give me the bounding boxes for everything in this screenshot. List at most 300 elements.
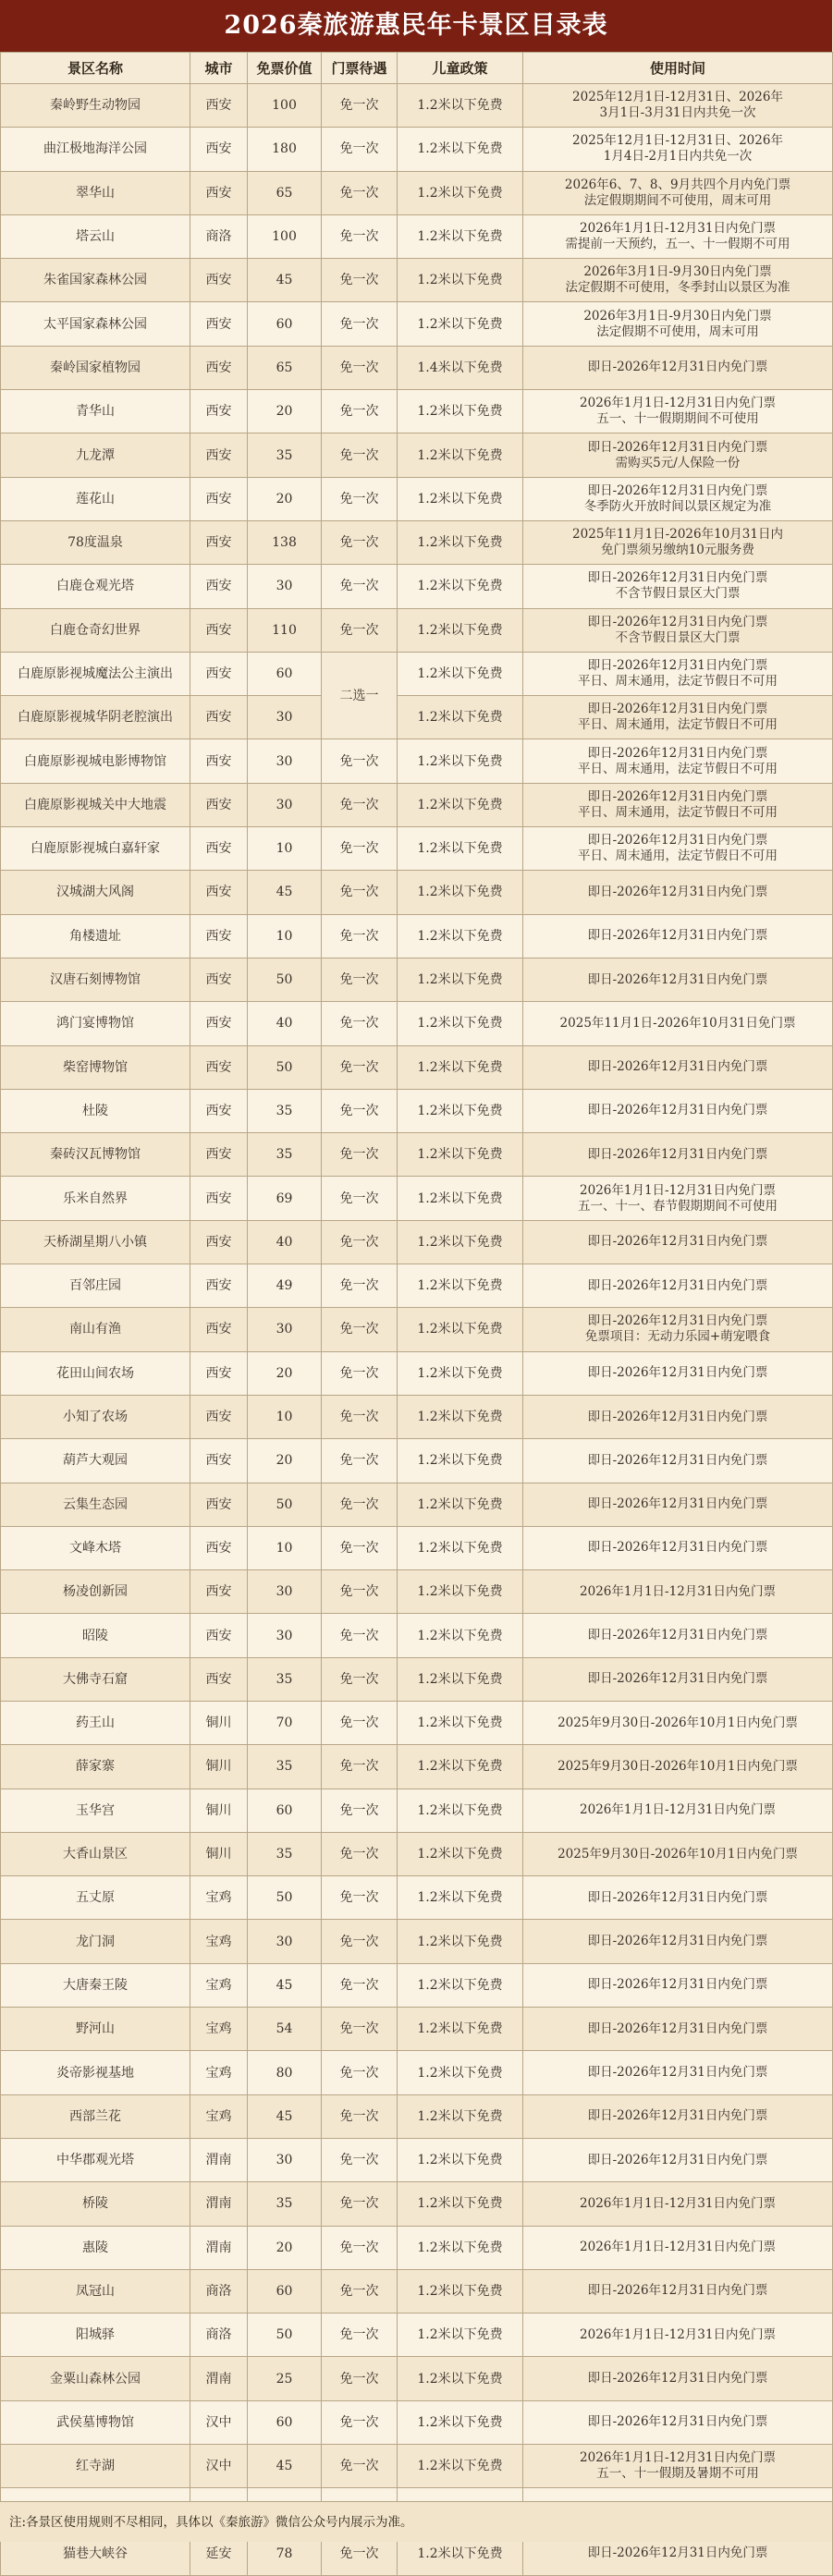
cell-scenic-name: 大香山景区 (1, 1832, 190, 1875)
cell-city: 宝鸡 (190, 1876, 248, 1920)
usage-line: 即日-2026年12月31日内免门票 (587, 439, 768, 455)
cell-child-policy: 1.2米以下免费 (398, 1963, 523, 2007)
footnote: 注:各景区使用规则不尽相同，具体以《秦旅游》微信公众号内展示为准。 (0, 2501, 832, 2542)
usage-line: 2025年11月1日-2026年10月31日免门票 (559, 1015, 796, 1031)
cell-child-policy: 1.2米以下免费 (398, 2445, 523, 2488)
usage-line: 2025年9月30日-2026年10月1日内免门票 (557, 1846, 798, 1862)
table-row (1, 1133, 833, 1177)
cell-ticket-value: 45 (248, 2094, 322, 2138)
cell-ticket-perk: 免一次 (322, 1045, 398, 1089)
usage-line: 即日-2026年12月31日内免门票 (587, 2414, 768, 2430)
cell-child-policy: 1.2米以下免费 (398, 128, 523, 171)
table-row (1, 1920, 833, 1963)
table-row (1, 1745, 833, 1789)
cell-child-policy: 1.2米以下免费 (398, 84, 523, 128)
table-row (1, 565, 833, 608)
cell-scenic-name: 花田山间农场 (1, 1351, 190, 1395)
cell-scenic-name: 莲花山 (1, 477, 190, 520)
cell-scenic-name: 角楼遗址 (1, 914, 190, 958)
usage-line: 即日-2026年12月31日内免门票 (587, 2371, 768, 2387)
cell-ticket-value: 20 (248, 1351, 322, 1395)
usage-line: 即日-2026年12月31日内免门票 (587, 2545, 768, 2561)
cell-usage-time (523, 390, 833, 433)
usage-line: 免票项目：无动力乐园+萌宠喂食 (584, 1329, 771, 1345)
cell-city: 西安 (190, 1526, 248, 1569)
cell-scenic-name: 秦岭国家植物园 (1, 346, 190, 389)
cell-city: 西安 (190, 433, 248, 477)
table-row (1, 477, 833, 520)
usage-line: 即日-2026年12月31日内免门票 (587, 702, 768, 717)
table-row (1, 958, 833, 1001)
cell-scenic-name: 百邻庄园 (1, 1264, 190, 1308)
cell-usage-time (523, 128, 833, 171)
usage-line: 2026年1月1日-12月31日内免门票 (580, 2450, 776, 2466)
usage-line: 2026年1月1日-12月31日内免门票 (580, 1182, 776, 1198)
cell-ticket-value: 100 (248, 214, 322, 258)
usage-line: 即日-2026年12月31日内免门票 (587, 2108, 768, 2124)
table-row (1, 1002, 833, 1045)
cell-usage-time (523, 1220, 833, 1264)
cell-ticket-value: 60 (248, 302, 322, 346)
cell-ticket-perk: 免一次 (322, 1745, 398, 1789)
usage-line: 2026年1月1日-12月31日内免门票 (580, 1583, 776, 1599)
cell-scenic-name: 78度温泉 (1, 520, 190, 564)
cell-scenic-name: 昭陵 (1, 1614, 190, 1657)
cell-ticket-perk: 免一次 (322, 1614, 398, 1657)
cell-city: 西安 (190, 520, 248, 564)
cell-ticket-value: 30 (248, 1570, 322, 1614)
cell-child-policy: 1.2米以下免费 (398, 1002, 523, 1045)
usage-line: 即日-2026年12月31日内免门票 (587, 1146, 768, 1162)
cell-city: 西安 (190, 652, 248, 695)
usage-line: 2026年1月1日-12月31日内免门票 (580, 1802, 776, 1818)
cell-ticket-value: 25 (248, 2357, 322, 2400)
cell-child-policy: 1.2米以下免费 (398, 520, 523, 564)
usage-line: 2026年1月1日-12月31日内免门票 (580, 2195, 776, 2211)
cell-child-policy: 1.2米以下免费 (398, 1789, 523, 1832)
usage-line: 平日、周末通用，法定节假日不可用 (578, 717, 778, 733)
cell-child-policy: 1.2米以下免费 (398, 1920, 523, 1963)
cell-usage-time (523, 739, 833, 783)
cell-ticket-value: 65 (248, 346, 322, 389)
cell-usage-time (523, 2226, 833, 2269)
cell-child-policy: 1.2米以下免费 (398, 2269, 523, 2313)
cell-ticket-value: 50 (248, 1876, 322, 1920)
cell-scenic-name: 汉城湖大风阁 (1, 871, 190, 914)
cell-child-policy: 1.2米以下免费 (398, 2357, 523, 2400)
cell-ticket-value: 30 (248, 783, 322, 826)
cell-ticket-value: 60 (248, 1789, 322, 1832)
cell-child-policy: 1.2米以下免费 (398, 302, 523, 346)
usage-line: 2026年6、7、8、9月共四个月内免门票 (564, 177, 791, 192)
cell-ticket-perk: 免一次 (322, 2314, 398, 2357)
cell-city: 西安 (190, 783, 248, 826)
cell-ticket-value: 35 (248, 2182, 322, 2226)
cell-usage-time (523, 1395, 833, 1438)
cell-usage-time (523, 1526, 833, 1569)
cell-scenic-name: 杜陵 (1, 1089, 190, 1132)
cell-city: 宝鸡 (190, 1920, 248, 1963)
usage-line: 2026年1月1日-12月31日内免门票 (580, 221, 776, 237)
table-row (1, 1614, 833, 1657)
usage-line: 2025年12月1日-12月31日、2026年 (572, 90, 783, 105)
usage-line: 即日-2026年12月31日内免门票 (587, 745, 768, 761)
cell-city: 西安 (190, 1177, 248, 1220)
table-row (1, 1308, 833, 1351)
table-row (1, 2314, 833, 2357)
cell-ticket-perk: 免一次 (322, 2445, 398, 2488)
cell-scenic-name: 葫芦大观园 (1, 1439, 190, 1483)
cell-ticket-value: 50 (248, 2314, 322, 2357)
usage-line: 法定假期不可使用，周末可用 (596, 324, 759, 339)
cell-child-policy: 1.2米以下免费 (398, 827, 523, 871)
usage-line: 即日-2026年12月31日内免门票 (587, 1234, 768, 1250)
cell-city: 延安 (190, 2532, 248, 2575)
cell-ticket-perk: 免一次 (322, 2532, 398, 2575)
cell-scenic-name: 猫巷大峡谷 (1, 2532, 190, 2575)
cell-usage-time (523, 1439, 833, 1483)
cell-ticket-perk: 免一次 (322, 520, 398, 564)
usage-line: 2026年1月1日-12月31日内免门票 (580, 2326, 776, 2342)
table-row (1, 2400, 833, 2444)
table-row (1, 871, 833, 914)
usage-line: 即日-2026年12月31日内免门票 (587, 614, 768, 629)
cell-child-policy: 1.2米以下免费 (398, 2182, 523, 2226)
cell-usage-time (523, 1745, 833, 1789)
cell-scenic-name: 太平国家森林公园 (1, 302, 190, 346)
table-row (1, 2094, 833, 2138)
cell-city: 铜川 (190, 1789, 248, 1832)
table-row (1, 1832, 833, 1875)
column-header-value: 免票价值 (248, 53, 322, 84)
cell-child-policy: 1.2米以下免费 (398, 1351, 523, 1395)
cell-ticket-perk: 免一次 (322, 1351, 398, 1395)
cell-ticket-value: 30 (248, 1614, 322, 1657)
cell-scenic-name: 汉唐石刻博物馆 (1, 958, 190, 1001)
cell-child-policy: 1.4米以下免费 (398, 346, 523, 389)
cell-ticket-value: 20 (248, 390, 322, 433)
cell-usage-time (523, 1002, 833, 1045)
table-row (1, 171, 833, 214)
cell-city: 铜川 (190, 1701, 248, 1744)
cell-usage-time (523, 652, 833, 695)
cell-usage-time (523, 1789, 833, 1832)
usage-line: 平日、周末通用，法定节假日不可用 (578, 761, 778, 776)
cell-ticket-value: 100 (248, 84, 322, 128)
usage-line: 2025年12月1日-12月31日、2026年 (572, 133, 783, 149)
usage-line: 2026年3月1日-9月30日内免门票 (583, 308, 772, 324)
cell-usage-time (523, 1701, 833, 1744)
cell-city: 西安 (190, 958, 248, 1001)
cell-scenic-name: 金粟山森林公园 (1, 2357, 190, 2400)
cell-ticket-value: 35 (248, 433, 322, 477)
cell-usage-time (523, 2314, 833, 2357)
usage-line: 即日-2026年12月31日内免门票 (587, 2065, 768, 2080)
cell-usage-time (523, 1570, 833, 1614)
cell-ticket-value: 80 (248, 2051, 322, 2094)
table-row (1, 1177, 833, 1220)
cell-city: 宝鸡 (190, 2008, 248, 2051)
cell-ticket-value: 45 (248, 2445, 322, 2488)
usage-line: 2025年11月1日-2026年10月31日内 (572, 527, 783, 543)
cell-child-policy: 1.2米以下免费 (398, 1701, 523, 1744)
cell-scenic-name: 西部兰花 (1, 2094, 190, 2138)
column-header-perk: 门票待遇 (322, 53, 398, 84)
cell-ticket-value: 65 (248, 171, 322, 214)
cell-usage-time (523, 2182, 833, 2226)
cell-usage-time (523, 1308, 833, 1351)
cell-scenic-name: 秦岭野生动物园 (1, 84, 190, 128)
cell-city: 西安 (190, 1439, 248, 1483)
cell-city: 西安 (190, 565, 248, 608)
cell-usage-time (523, 1614, 833, 1657)
table-row (1, 2357, 833, 2400)
cell-ticket-value: 110 (248, 608, 322, 652)
usage-line: 需购买5元/人保险一份 (615, 455, 741, 470)
cell-child-policy: 1.2米以下免费 (398, 958, 523, 1001)
usage-line: 即日-2026年12月31日内免门票 (587, 1059, 768, 1075)
cell-usage-time (523, 914, 833, 958)
cell-child-policy: 1.2米以下免费 (398, 696, 523, 739)
cell-city: 西安 (190, 1089, 248, 1132)
cell-scenic-name: 阳城驿 (1, 2314, 190, 2357)
cell-usage-time (523, 608, 833, 652)
cell-child-policy: 1.2米以下免费 (398, 739, 523, 783)
cell-usage-time (523, 696, 833, 739)
usage-line: 2025年9月30日-2026年10月1日内免门票 (557, 1758, 798, 1774)
cell-ticket-perk: 免一次 (322, 171, 398, 214)
cell-ticket-value: 180 (248, 128, 322, 171)
cell-city: 西安 (190, 171, 248, 214)
table-row (1, 739, 833, 783)
usage-line: 即日-2026年12月31日内免门票 (587, 971, 768, 987)
cell-ticket-perk: 免一次 (322, 1701, 398, 1744)
table-body (1, 84, 833, 2576)
cell-ticket-value: 35 (248, 1657, 322, 1701)
cell-ticket-value: 49 (248, 1264, 322, 1308)
cell-usage-time (523, 827, 833, 871)
cell-city: 铜川 (190, 1832, 248, 1875)
cell-ticket-value: 70 (248, 1701, 322, 1744)
cell-scenic-name: 文峰木塔 (1, 1526, 190, 1569)
usage-line: 即日-2026年12月31日内免门票 (587, 2152, 768, 2167)
cell-scenic-name: 龙门洞 (1, 1920, 190, 1963)
cell-ticket-perk: 免一次 (322, 1395, 398, 1438)
cell-city: 西安 (190, 1483, 248, 1526)
table-row (1, 1570, 833, 1614)
cell-scenic-name: 惠陵 (1, 2226, 190, 2269)
cell-scenic-name: 白鹿原影视城魔法公主演出 (1, 652, 190, 695)
cell-ticket-perk: 免一次 (322, 1963, 398, 2007)
cell-ticket-perk: 免一次 (322, 2051, 398, 2094)
cell-ticket-perk: 免一次 (322, 958, 398, 1001)
usage-line: 五一、十一假期期间不可使用 (596, 411, 759, 427)
cell-city: 宝鸡 (190, 1963, 248, 2007)
cell-usage-time (523, 1963, 833, 2007)
usage-line: 平日、周末通用，法定节假日不可用 (578, 848, 778, 864)
table-row (1, 1701, 833, 1744)
cell-ticket-value: 60 (248, 2269, 322, 2313)
usage-line: 即日-2026年12月31日内免门票 (587, 788, 768, 804)
table-row (1, 2008, 833, 2051)
cell-ticket-value: 10 (248, 914, 322, 958)
cell-city: 商洛 (190, 2269, 248, 2313)
cell-ticket-value: 20 (248, 477, 322, 520)
cell-ticket-perk: 免一次 (322, 433, 398, 477)
cell-usage-time (523, 433, 833, 477)
table-row (1, 783, 833, 826)
cell-ticket-value: 35 (248, 1089, 322, 1132)
usage-line: 法定假期不可使用，冬季封山以景区为准 (565, 280, 790, 296)
cell-child-policy: 1.2米以下免费 (398, 1308, 523, 1351)
table-row (1, 652, 833, 695)
cell-ticket-value: 60 (248, 652, 322, 695)
cell-ticket-value: 50 (248, 958, 322, 1001)
table-row (1, 1657, 833, 1701)
table-row (1, 1264, 833, 1308)
cell-scenic-name: 大佛寺石窟 (1, 1657, 190, 1701)
cell-ticket-perk: 免一次 (322, 2269, 398, 2313)
usage-line: 五一、十一假期及暑期不可用 (596, 2466, 759, 2482)
cell-city: 渭南 (190, 2357, 248, 2400)
cell-ticket-perk: 免一次 (322, 871, 398, 914)
cell-child-policy: 1.2米以下免费 (398, 2400, 523, 2444)
column-header-child-policy: 儿童政策 (398, 53, 523, 84)
usage-line: 平日、周末通用，法定节假日不可用 (578, 804, 778, 820)
cell-child-policy: 1.2米以下免费 (398, 608, 523, 652)
table-row (1, 608, 833, 652)
cell-ticket-perk: 免一次 (322, 477, 398, 520)
usage-line: 需提前一天预约，五一、十一假期不可用 (565, 237, 790, 252)
cell-ticket-value: 50 (248, 1483, 322, 1526)
cell-city: 渭南 (190, 2226, 248, 2269)
cell-ticket-value: 30 (248, 1920, 322, 1963)
cell-child-policy: 1.2米以下免费 (398, 2138, 523, 2181)
cell-ticket-perk: 免一次 (322, 2138, 398, 2181)
cell-child-policy: 1.2米以下免费 (398, 1220, 523, 1264)
cell-ticket-value: 30 (248, 739, 322, 783)
usage-line: 冬季防火开放时间以景区规定为准 (583, 498, 772, 514)
cell-ticket-perk: 免一次 (322, 914, 398, 958)
cell-child-policy: 1.2米以下免费 (398, 2008, 523, 2051)
cell-usage-time (523, 1920, 833, 1963)
cell-scenic-name: 白鹿原影视城白嘉轩家 (1, 827, 190, 871)
cell-scenic-name: 薛家寨 (1, 1745, 190, 1789)
cell-usage-time (523, 2357, 833, 2400)
cell-city: 西安 (190, 390, 248, 433)
table-row (1, 1789, 833, 1832)
cell-child-policy: 1.2米以下免费 (398, 2226, 523, 2269)
page-title: 2026秦旅游惠民年卡景区目录表 (0, 0, 832, 52)
cell-usage-time (523, 171, 833, 214)
cell-scenic-name: 炎帝影视基地 (1, 2051, 190, 2094)
usage-line: 即日-2026年12月31日内免门票 (587, 2021, 768, 2036)
cell-child-policy: 1.2米以下免费 (398, 214, 523, 258)
usage-line: 即日-2026年12月31日内免门票 (587, 928, 768, 944)
cell-city: 渭南 (190, 2182, 248, 2226)
cell-child-policy: 1.2米以下免费 (398, 1264, 523, 1308)
cell-child-policy: 1.2米以下免费 (398, 259, 523, 302)
usage-line: 免门票须另缴纳10元服务费 (601, 543, 754, 558)
usage-line: 即日-2026年12月31日内免门票 (587, 1452, 768, 1468)
cell-child-policy: 1.2米以下免费 (398, 1439, 523, 1483)
usage-line: 即日-2026年12月31日内免门票 (587, 1540, 768, 1556)
cell-ticket-perk: 免一次 (322, 214, 398, 258)
cell-ticket-value: 20 (248, 2226, 322, 2269)
cell-ticket-perk: 免一次 (322, 1089, 398, 1132)
usage-line: 2026年1月1日-12月31日内免门票 (580, 2240, 776, 2255)
cell-scenic-name: 塔云山 (1, 214, 190, 258)
usage-line: 即日-2026年12月31日内免门票 (587, 482, 768, 498)
cell-child-policy: 1.2米以下免费 (398, 1177, 523, 1220)
cell-ticket-perk: 免一次 (322, 2226, 398, 2269)
cell-ticket-value: 69 (248, 1177, 322, 1220)
cell-ticket-value: 60 (248, 2400, 322, 2444)
cell-city: 西安 (190, 1264, 248, 1308)
cell-scenic-name: 中华郡观光塔 (1, 2138, 190, 2181)
cell-usage-time (523, 2138, 833, 2181)
cell-ticket-perk: 免一次 (322, 1264, 398, 1308)
cell-ticket-perk: 免一次 (322, 1220, 398, 1264)
cell-child-policy: 1.2米以下免费 (398, 1832, 523, 1875)
table-row (1, 346, 833, 389)
cell-child-policy: 1.2米以下免费 (398, 1526, 523, 1569)
cell-city: 西安 (190, 1351, 248, 1395)
cell-child-policy: 1.2米以下免费 (398, 565, 523, 608)
cell-usage-time (523, 1876, 833, 1920)
cell-ticket-perk: 免一次 (322, 1439, 398, 1483)
cell-child-policy: 1.2米以下免费 (398, 914, 523, 958)
cell-usage-time (523, 1483, 833, 1526)
usage-line: 即日-2026年12月31日内免门票 (587, 833, 768, 848)
cell-ticket-perk: 免一次 (322, 1133, 398, 1177)
usage-line: 五一、十一、春节假期期间不可使用 (578, 1198, 778, 1214)
cell-city: 宝鸡 (190, 2094, 248, 2138)
cell-city: 西安 (190, 477, 248, 520)
cell-ticket-perk: 免一次 (322, 128, 398, 171)
column-header-usage-time: 使用时间 (523, 53, 833, 84)
cell-ticket-perk: 免一次 (322, 2182, 398, 2226)
cell-usage-time (523, 1177, 833, 1220)
cell-scenic-name: 五丈原 (1, 1876, 190, 1920)
cell-ticket-value: 10 (248, 1526, 322, 1569)
cell-scenic-name: 青华山 (1, 390, 190, 433)
usage-line: 1月4日-2月1日内共免一次 (603, 149, 753, 165)
cell-city: 西安 (190, 259, 248, 302)
cell-usage-time (523, 214, 833, 258)
cell-child-policy: 1.2米以下免费 (398, 1089, 523, 1132)
cell-ticket-perk: 免一次 (322, 2008, 398, 2051)
cell-ticket-perk: 免一次 (322, 259, 398, 302)
cell-child-policy: 1.2米以下免费 (398, 1876, 523, 1920)
cell-ticket-perk: 免一次 (322, 84, 398, 128)
cell-ticket-value: 78 (248, 2532, 322, 2575)
cell-child-policy: 1.2米以下免费 (398, 2051, 523, 2094)
cell-scenic-name: 武侯墓博物馆 (1, 2400, 190, 2444)
cell-scenic-name: 玉华宫 (1, 1789, 190, 1832)
cell-ticket-value: 45 (248, 259, 322, 302)
cell-city: 西安 (190, 1002, 248, 1045)
cell-ticket-value: 10 (248, 1395, 322, 1438)
table-row (1, 2051, 833, 2094)
table-row (1, 2226, 833, 2269)
cell-ticket-value: 30 (248, 565, 322, 608)
cell-ticket-value: 138 (248, 520, 322, 564)
cell-child-policy: 1.2米以下免费 (398, 1045, 523, 1089)
usage-line: 3月1日-3月31日内共免一次 (599, 105, 756, 121)
cell-usage-time (523, 302, 833, 346)
usage-line: 不含节假日景区大门票 (615, 629, 741, 645)
